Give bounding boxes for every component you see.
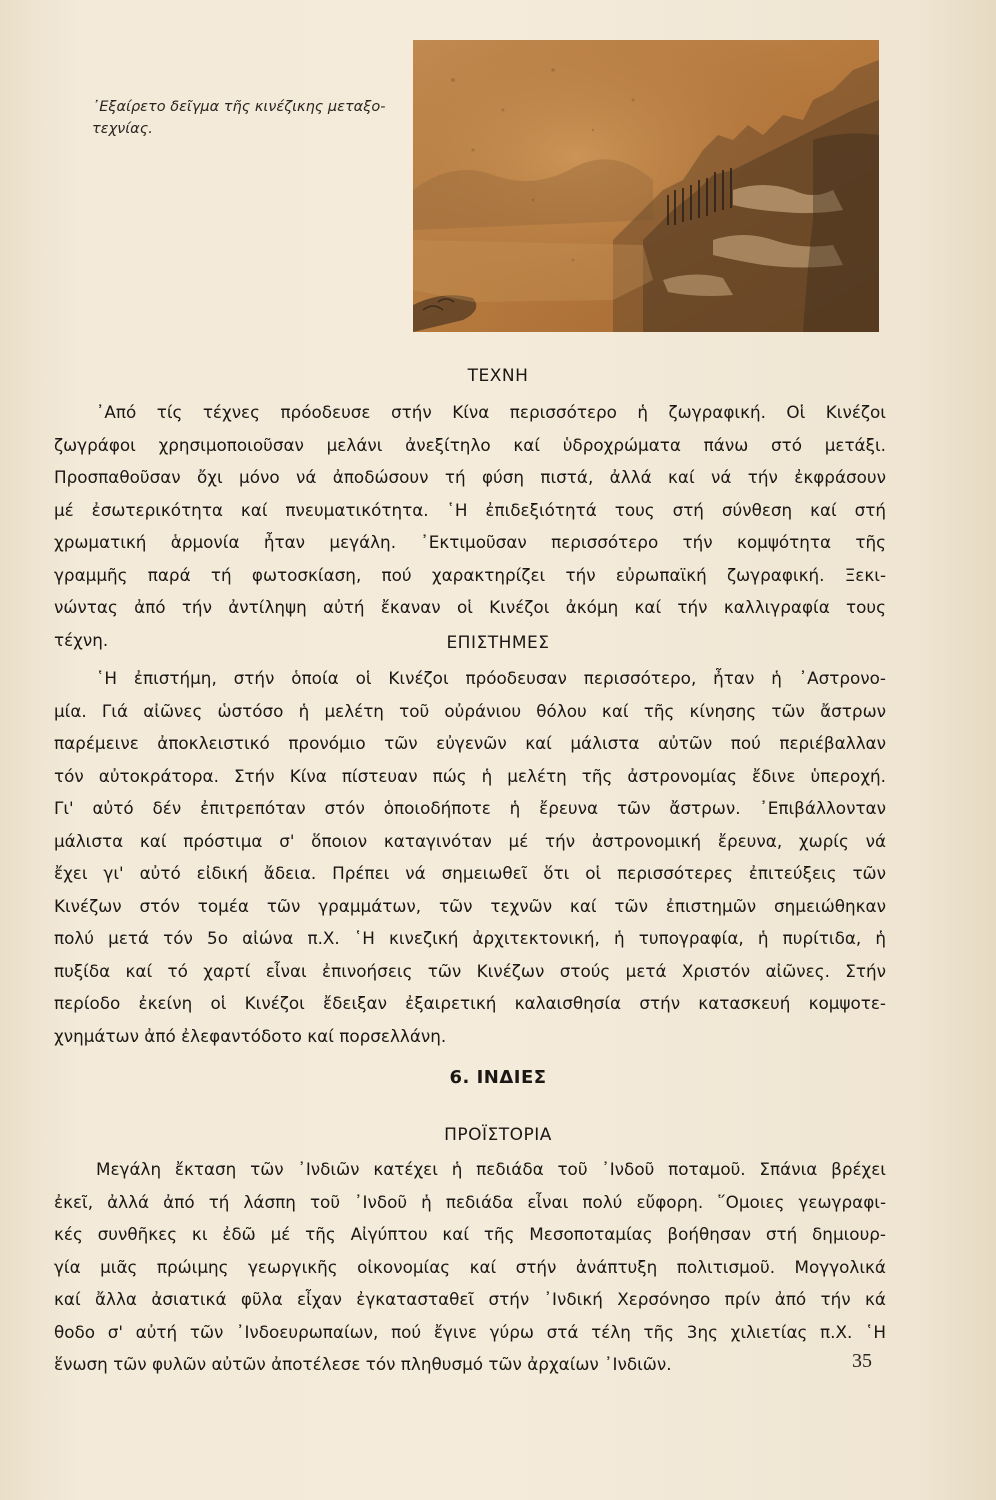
text-line: πυξίδα καί τό χαρτί εἶναι ἐπινοήσεις τῶν Κινέζων στούς μετά Χριστόν αἰῶνες. Στήν	[54, 960, 886, 981]
text-line: γραμμῆς παρά τή φωτοσκίαση, πού χαρακτηρίζει τήν εὐρωπαϊκή ζωγραφική. Ξεκι-	[54, 564, 886, 585]
text-line: καί ἄλλα ἀσιατικά φῦλα εἶχαν ἐγκατασταθεῖ στήν ᾿Ινδική Χερσόνησο πρίν ἀπό τήν κά	[54, 1289, 886, 1309]
landscape-painting-icon	[413, 40, 879, 332]
text-line: πολύ μετά τόν 5ο αἰώνα π.Χ. ῾Η κινεζική ἀρχιτεκτονική, ἡ τυπογραφία, ἡ πυρίτιδα, ἡ	[54, 928, 886, 948]
chapter-title-india: 6. ΙΝΔΙΕΣ	[449, 1067, 547, 1088]
text-line: ᾿Από τίς τέχνες πρόοδευσε στήν Κίνα περισσότερο ἡ ζωγραφική. Οἱ Κινέζοι	[96, 402, 886, 422]
text-line: μία. Γιά αἰῶνες ὡστόσο ἡ μελέτη τοῦ οὐράνιου θόλου καί τῆς κίνησης τῶν ἄστρων	[54, 700, 886, 721]
text-line: Γι' αὐτό δέν ἐπιτρεπόταν στόν ὁποιοδήποτε ἡ ἔρευνα τῶν ἄστρων. ᾿Επιβάλλονταν	[54, 798, 886, 818]
text-line: τόν αὐτοκράτορα. Στήν Κίνα πίστευαν πώς ἡ μελέτη τῆς ἀστρονομίας ἔδινε ὑπεροχή.	[54, 765, 886, 786]
text-line: ἔχει γι' αὐτό εἰδική ἄδεια. Πρέπει νά σημειωθεῖ ὅτι οἱ περισσότερες ἐπιτεύξεις τῶν	[54, 863, 886, 883]
page-number: 35	[852, 1350, 872, 1372]
text-line: κές συνθῆκες κι ἐδῶ μέ τῆς Αἰγύπτου καί τῆς Μεσοποταμίας βοήθησαν στή δημιουρ-	[54, 1224, 886, 1244]
art-paragraph	[54, 396, 886, 656]
text-line: Μεγάλη ἔκταση τῶν ᾿Ινδιῶν κατέχει ἡ πεδιάδα τοῦ ᾿Ινδοῦ ποταμοῦ. Σπάνια βρέχει	[96, 1159, 886, 1179]
caption-line-1: ᾿Εξαίρετο δεῖγμα τῆς κινέζικης μεταξο-	[92, 99, 386, 115]
text-line: μέ ἐσωτερικότητα καί πνευματικότητα. ῾Η ἐπιδεξιότητά τους στή σύνθεση καί στή	[54, 499, 886, 520]
prehistory-paragraph	[54, 1153, 886, 1381]
text-line: χνημάτων ἀπό ἐλεφαντόδοτο καί πορσελλάνη.	[54, 1025, 447, 1046]
text-line: παρέμεινε ἀποκλειστικό προνόμιο τῶν εὐγενῶν καί μάλιστα αὐτῶν πού περιέβαλλαν	[54, 733, 886, 753]
section-title-art: ΤΕΧΝΗ	[467, 366, 529, 386]
text-line: ῾Η ἐπιστήμη, στήν ὁποία οἱ Κινέζοι πρόοδευσαν περισσότερο, ἦταν ἡ ᾿Αστρονο-	[96, 668, 886, 688]
text-line: ἕνωση τῶν φυλῶν αὐτῶν ἀποτέλεσε τόν πληθυσμό τῶν ἀρχαίων ᾿Ινδιῶν.	[54, 1354, 672, 1374]
text-line: μάλιστα καί πρόστιμα σ' ὅποιον καταγινόταν μέ τήν ἀστρονομική ἔρευνα, χωρίς νά	[54, 830, 886, 851]
text-line: γία μιᾶς πρώιμης γεωργικῆς οἰκονομίας καί στήν ἀνάπτυξη πολιτισμοῦ. Μογγολικά	[54, 1256, 886, 1277]
caption-line-2: τεχνίας.	[92, 121, 153, 137]
text-line: περίοδο ἐκείνη οἱ Κινέζοι ἔδειξαν ἐξαιρετική καλαισθησία στήν κατασκευή κομψοτε-	[54, 993, 886, 1013]
sciences-paragraph	[54, 662, 886, 1052]
text-line: ζωγράφοι χρησιμοποιοῦσαν μελάνι ἀνεξίτηλο καί ὑδροχρώματα πάνω στό μετάξι.	[54, 434, 886, 455]
text-line: ἐκεῖ, ἀλλά ἀπό τή λάσπη τοῦ ᾿Ινδοῦ ἡ πεδιάδα εἶναι πολύ εὔφορη. ῞Ομοιες γεωγραφι-	[54, 1191, 886, 1212]
text-line: θοδο σ' αὐτή τῶν ᾿Ινδοευρωπαίων, πού ἔγινε γύρω στά τέλη τῆς 3ης χιλιετίας π.Χ. ῾Η	[54, 1321, 886, 1342]
text-line: Κινέζων στόν τομέα τῶν γραμμάτων, τῶν τεχνῶν καί τῶν ἐπιστημῶν σημειώθηκαν	[54, 895, 886, 916]
text-line: χρωματική ἁρμονία ἦταν μεγάλη. ᾿Εκτιμοῦσαν περισσότερο τήν κομψότητα τῆς	[54, 532, 886, 552]
text-line: νώντας ἀπό τήν ἀντίληψη αὐτή ἔκαναν οἱ Κινέζοι ἀκόμη καί τήν καλλιγραφία τους	[54, 597, 886, 617]
section-title-prehistory: ΠΡΟΪΣΤΟΡΙΑ	[444, 1125, 552, 1145]
text-line: τέχνη.	[54, 629, 109, 650]
text-line: Προσπαθοῦσαν ὄχι μόνο νά ἀποδώσουν τή φύση πιστά, ἀλλά καί νά τήν ἐκφράσουν	[54, 467, 886, 487]
image-caption	[92, 96, 392, 140]
chinese-silk-landscape-painting	[413, 40, 879, 332]
section-title-sciences: ΕΠΙΣΤΗΜΕΣ	[446, 633, 550, 653]
